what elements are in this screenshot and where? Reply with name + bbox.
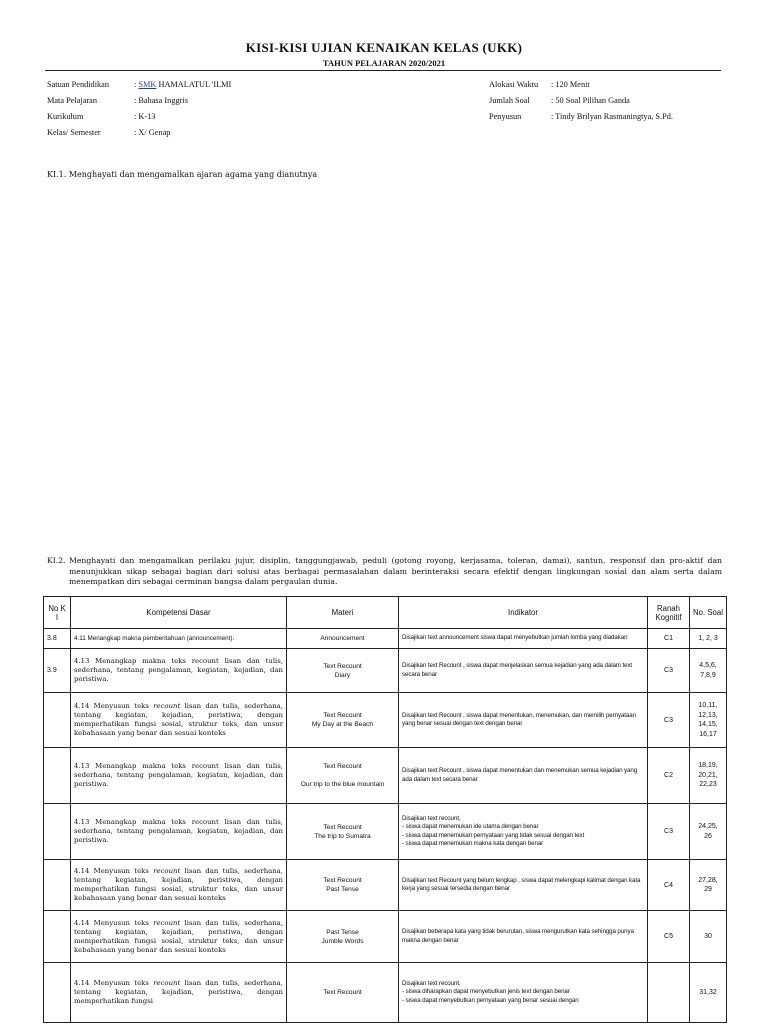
info-row-jumlah <box>489 96 673 112</box>
cell-materi <box>287 860 399 911</box>
title-divider <box>45 70 721 71</box>
info-label: Mata Pelajaran <box>47 96 97 105</box>
info-left <box>47 80 231 144</box>
materi-text: Text Recount My Day at the Beach <box>311 712 374 728</box>
cell-no-ki <box>44 629 71 649</box>
indikator-line: Disajikan text Recount , siswa dapat menjelaskan semua kejadian yang ada dalam text secara benar <box>402 662 633 678</box>
info-row-kurikulum <box>47 112 231 128</box>
kd-text-italic: recount <box>153 918 181 927</box>
table-row <box>44 911 727 963</box>
cell-no-ki <box>44 804 71 860</box>
soal-value: 10,11, 12,13, 14,15, 16,17 <box>698 702 718 738</box>
ranah-value: C4 <box>664 881 673 889</box>
indikator-line: - siswa diharapkan dapat menyebutkan jenis text dengan benar <box>402 988 570 996</box>
colon: : <box>134 80 139 89</box>
cell-no-soal <box>690 860 727 911</box>
kd-text-start: 4.14 Menyusun teks <box>74 867 154 875</box>
cell-indikator <box>399 963 648 1023</box>
cell-no-soal <box>690 649 727 693</box>
cell-materi <box>287 629 399 649</box>
table-row <box>44 629 727 649</box>
cell-no-soal <box>690 748 727 804</box>
info-label: Penyusun <box>489 112 522 121</box>
cell-no-ki <box>44 693 71 748</box>
indikator-line: Disajikan text recount, <box>402 814 461 822</box>
info-value: : K-13 <box>134 112 156 121</box>
table-row <box>44 804 727 860</box>
cell-indikator <box>399 860 648 911</box>
cell-no-soal <box>690 804 727 860</box>
indikator-line: Disajikan text Recount , siswa dapat menentukan, menemukan, dan memilih pernyataan yang benar sesuai dengan text dengan benar <box>402 711 636 727</box>
info-label: Satuan Pendidikan <box>47 80 109 89</box>
indikator-line: - siswa dapat menyebutkan pernyataan yang benar sesuai dengan <box>402 996 579 1004</box>
cell-no-soal <box>690 693 727 748</box>
materi-text: Text Recount Diary <box>323 662 362 679</box>
cell-kompetensi-dasar <box>71 629 287 649</box>
cell-ranah-kognitif <box>648 629 690 649</box>
info-row-penyusun <box>489 112 673 128</box>
info-label: Kelas/ Semester <box>47 128 101 137</box>
cell-no-soal <box>690 629 727 649</box>
table-row <box>44 693 727 748</box>
indikator-line: Disajikan text recount, <box>402 980 461 988</box>
indikator-line: - siswa dapat menemukan makna kata dengan benar <box>402 839 544 847</box>
cell-indikator <box>399 804 648 860</box>
header-indikator: Indikator <box>399 597 648 629</box>
materi-text: Announcement <box>320 635 365 642</box>
indikator-line: - siswa dapat menemukan ide utama dengan benar <box>402 823 539 831</box>
cell-kompetensi-dasar <box>71 748 287 804</box>
no-ki-value: 3.8 <box>47 635 57 642</box>
info-row-satuan <box>47 80 231 96</box>
cell-indikator <box>399 693 648 748</box>
cell-indikator <box>399 649 648 693</box>
ranah-value: C3 <box>664 716 673 724</box>
cell-ranah-kognitif <box>648 649 690 693</box>
cell-materi <box>287 804 399 860</box>
kd-text: 4.11 Menangkap makna pemberitahuan (announcement). <box>74 635 235 642</box>
indikator-line: Disajikan text announcement siswa dapat menyebutkan jumlah lomba yang diadakan <box>402 634 628 642</box>
info-row-kelas <box>47 128 231 144</box>
soal-value: 30 <box>704 932 712 940</box>
kd-text-end: lisan dan tulis, sederhana, tentang kegiatan, kejadian, peristiwa, dengan memperhatikan fungsi sosial, struktur teks, dan unsur kebahasaan yang benar dan sesuai konteks <box>74 918 283 954</box>
info-value: : X/ Genap <box>134 128 171 137</box>
table-row <box>44 649 727 693</box>
header-no-ki: No K I <box>44 597 71 629</box>
kd-text: 4.13 Menangkap makna teks recount lisan dan tulis, sederhana, tentang pengalaman, kegiatan, kejadian, dan peristiwa. <box>74 762 283 788</box>
soal-value: 31,32 <box>699 988 717 996</box>
kisi-kisi-table <box>43 596 727 1023</box>
ki1-statement: KI.1. Menghayati dan mengamalkan ajaran agama yang dianutnya <box>47 170 318 179</box>
ranah-value: C2 <box>664 772 673 779</box>
cell-ranah-kognitif <box>648 963 690 1023</box>
cell-indikator <box>399 748 648 804</box>
materi-text: Text Recount Our trip to the blue mountain <box>300 763 385 788</box>
kd-text-end: lisan dan tulis, sederhana, tentang kegiatan, kejadian, peristiwa, dengan memperhatikan fungsi sosial, struktur teks, dan unsur kebahasaan yang benar dan sesuai konteks <box>74 702 283 737</box>
info-right <box>489 80 673 128</box>
table-row <box>44 963 727 1023</box>
smk-link[interactable]: SMK <box>138 80 157 89</box>
cell-materi <box>287 693 399 748</box>
cell-kompetensi-dasar <box>71 911 287 963</box>
cell-ranah-kognitif <box>648 693 690 748</box>
table-row <box>44 748 727 804</box>
info-row-alokasi <box>489 80 673 96</box>
ki2-label: KI.2. <box>47 556 66 565</box>
school-name: HAMALATUL 'ILMI <box>156 80 232 89</box>
info-label: Alokasi Waktu <box>489 80 539 89</box>
cell-indikator <box>399 911 648 963</box>
info-row-mapel <box>47 96 231 112</box>
kd-text-end: lisan dan tulis, sederhana, tentang kegiatan, kejadian, peristiwa, dengan memperhatikan fungsi sosial, struktur teks, dan unsur kebahasaan yang benar dan sesuai konteks <box>74 867 283 902</box>
cell-no-ki <box>44 963 71 1023</box>
info-value <box>134 80 231 89</box>
header-kompetensi-dasar: Kompetensi Dasar <box>71 597 287 629</box>
kd-text-start: 4.14 Menyusun teks <box>74 979 154 987</box>
cell-kompetensi-dasar <box>71 693 287 748</box>
cell-materi <box>287 649 399 693</box>
soal-value: 24,25, 26 <box>698 823 718 840</box>
ranah-value: C5 <box>664 933 673 940</box>
document-title: KISI-KISI UJIAN KENAIKAN KELAS (UKK) <box>245 40 523 55</box>
kd-text-end: lisan dan tulis, sederhana, tentang kegiatan, kejadian, peristiwa, dengan memperhatikan fungsi <box>74 979 283 1005</box>
header-no-soal: No. Soal <box>690 597 727 629</box>
cell-no-soal <box>690 963 727 1023</box>
table-body <box>44 629 727 1023</box>
cell-indikator <box>399 629 648 649</box>
cell-no-soal <box>690 911 727 963</box>
cell-materi <box>287 911 399 963</box>
info-value: : Bahasa Inggris <box>134 96 188 105</box>
indikator-line: Disajikan beberapa kata yang tidak berurutan, siswa mengurutkan kata sehingga punya makna dengan benar <box>402 928 634 944</box>
header-ranah-kognitif: Ranah Kognitif <box>648 597 690 629</box>
soal-value: 1, 2, 3 <box>698 634 718 642</box>
kd-text-italic: recount <box>153 979 181 987</box>
table-header-row <box>44 597 727 629</box>
indikator-line: Disajikan text Recount yang belum lengkap , siswa dapat melengkapi kalimat dengan kata kerja yang sesuai tersedia dengan benar <box>402 876 641 892</box>
indikator-line: Disajikan text Recount , siswa dapat menentukan dan menemukan semua kejadian yang ada dalam text secara benar <box>402 767 638 783</box>
kd-text: 4.13 Menangkap makna teks recount lisan dan tulis, sederhana, tentang pengalaman, kegiatan, kejadian, dan peristiwa. <box>74 657 283 683</box>
cell-no-ki <box>44 911 71 963</box>
cell-ranah-kognitif <box>648 860 690 911</box>
ki2-statement <box>47 556 722 588</box>
cell-kompetensi-dasar <box>71 649 287 693</box>
info-value: : Tindy Brilyan Rasmaningtya, S.Pd. <box>551 112 673 121</box>
cell-ranah-kognitif <box>648 911 690 963</box>
no-ki-value: 3.9 <box>47 667 57 674</box>
materi-text: Text Recount <box>323 989 362 996</box>
info-value: : 50 Soal Pilihan Ganda <box>551 96 630 105</box>
materi-text: Text Recount The trip to Sumatra <box>314 823 371 840</box>
soal-value: 18,19, 20,21, 22,23 <box>698 762 718 789</box>
cell-materi <box>287 748 399 804</box>
cell-no-ki <box>44 860 71 911</box>
cell-ranah-kognitif <box>648 804 690 860</box>
cell-kompetensi-dasar <box>71 804 287 860</box>
document-subtitle: TAHUN PELAJARAN 2020/2021 <box>322 58 446 68</box>
cell-materi <box>287 963 399 1023</box>
kd-text-italic: recount <box>153 702 181 710</box>
soal-value: 27,28, 29 <box>698 876 718 893</box>
materi-text: Past Tense Jumble Words <box>321 928 364 945</box>
header-materi: Materi <box>287 597 399 629</box>
cell-no-ki <box>44 748 71 804</box>
cell-kompetensi-dasar <box>71 963 287 1023</box>
kd-text-start: 4.14 Menyusun teks <box>74 918 154 927</box>
kd-text-italic: recount <box>153 867 181 875</box>
ki2-text: Menghayati dan mengamalkan perilaku jujur, disiplin, tanggungjawab, peduli (gotong royong, kerjasama, toleran, damai), santun, responsif dan pro-aktif dan menunjukkan sikap sebagai bagian dari solusi atas berbagai permasalahan dalam berinteraksi secara efektif dengan lingkungan sosial dan alam serta dalam menempatkan diri sebagai cerminan bangsa dalam pergaulan dunia. <box>69 556 722 586</box>
cell-kompetensi-dasar <box>71 860 287 911</box>
cell-no-ki <box>44 649 71 693</box>
cell-ranah-kognitif <box>648 748 690 804</box>
materi-text: Text Recount Past Tense <box>323 877 362 893</box>
info-label: Jumlah Soal <box>489 96 530 105</box>
info-value: : 120 Menit <box>551 80 590 89</box>
ranah-value: C3 <box>664 828 673 835</box>
soal-value: 4,5,6, 7,8,9 <box>699 662 717 679</box>
kd-text: 4.13 Menangkap makna teks recount lisan dan tulis, sederhana, tentang pengalaman, kegiatan, kejadian, dan peristiwa. <box>74 818 283 844</box>
kd-text-start: 4.14 Menyusun teks <box>74 702 154 710</box>
indikator-line: - siswa dapat menemukan pernyataan yang tidak sesuai dengan text <box>402 831 585 839</box>
table-row <box>44 860 727 911</box>
info-label: Kurikulum <box>47 112 84 121</box>
ranah-value: C1 <box>664 635 673 642</box>
ranah-value: C3 <box>664 667 673 674</box>
